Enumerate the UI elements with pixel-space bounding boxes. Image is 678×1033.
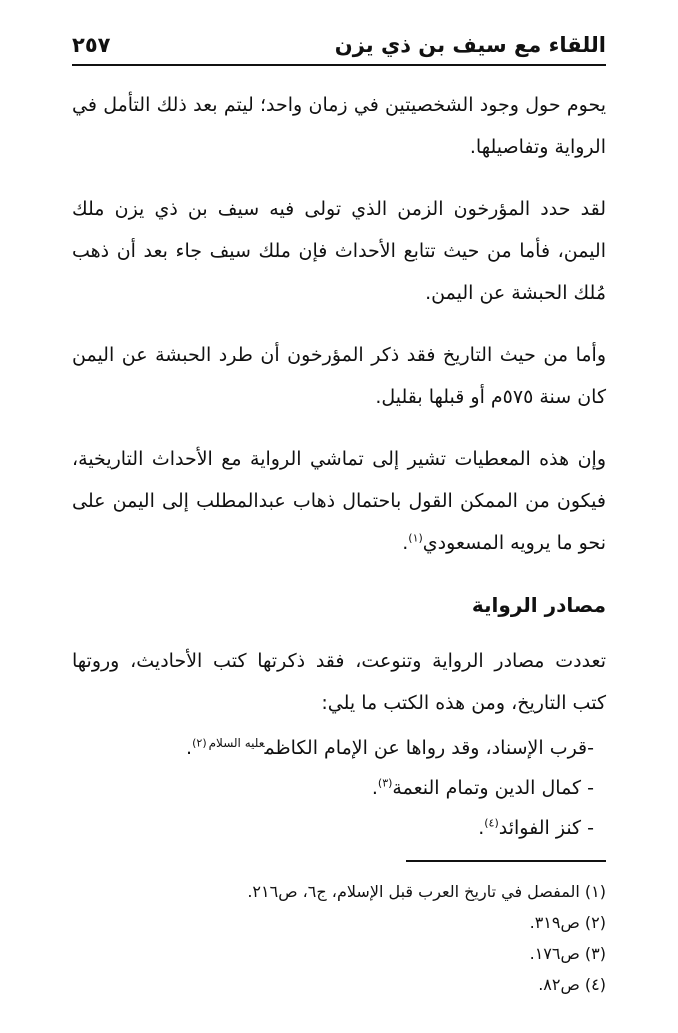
paragraph-3 [72, 334, 606, 418]
list-item-tail: . [186, 737, 193, 759]
honorific-mark: عليه السلام [208, 735, 265, 750]
list-item-tail: . [371, 777, 378, 799]
page-header [72, 28, 606, 62]
list-item-text: -قرب الإسناد، وقد رواها عن الإمام الكاظم [264, 737, 594, 759]
paragraph-1 [72, 84, 606, 168]
header-divider [72, 64, 606, 66]
section-heading: مصادر الرواية [471, 593, 606, 617]
page-number: ٢٥٧ [72, 33, 111, 57]
sources-list [72, 728, 606, 848]
section-intro-text: تعددت مصادر الرواية وتنوعت، فقد ذكرتها كتب الأحاديث، وروتها كتب التاريخ، ومن هذه الكتب ما يلي: [72, 650, 606, 714]
footnote-1: (١) المفصل في تاريخ العرب قبل الإسلام، ج٦، ص٢١٦. [247, 882, 606, 901]
list-item [72, 808, 606, 848]
footnotes [72, 876, 606, 1000]
footnote-ref-2[interactable]: (٢) [192, 736, 207, 750]
footnote-ref-1[interactable]: (١) [408, 531, 423, 545]
paragraph-4 [72, 438, 606, 564]
paragraph-2-text: لقد حدد المؤرخون الزمن الذي تولى فيه سيف بن ذي يزن ملك اليمن، فأما من حيث تتابع الأحداث فإن ملك سيف جاء بعد أن ذهب مُلك الحبشة عن اليمن. [72, 198, 606, 304]
list-item-text: - كمال الدين وتمام النعمة [392, 777, 594, 799]
footnote-4: (٤) ص٨٢. [538, 975, 606, 994]
footnote-ref-3[interactable]: (٣) [377, 776, 393, 790]
list-item-tail: . [478, 817, 485, 839]
paragraph-4-text: وإن هذه المعطيات تشير إلى تماشي الرواية مع الأحداث التاريخية، فيكون من الممكن القول باحتمال ذهاب عبدالمطلب إلى اليمن على نحو ما يرويه المسعودي [72, 448, 606, 554]
section-intro [72, 640, 606, 724]
list-item [72, 768, 606, 808]
page-body [72, 84, 606, 1000]
footnote-3: (٣) ص١٧٦. [529, 944, 606, 963]
paragraph-4-tail: . [402, 532, 409, 554]
list-item-text: - كنز الفوائد [498, 817, 594, 839]
footnote-divider [406, 860, 606, 862]
paragraph-1-text: يحوم حول وجود الشخصيتين في زمان واحد؛ ليتم بعد ذلك التأمل في الرواية وتفاصيلها. [72, 94, 606, 158]
running-title: اللقاء مع سيف بن ذي يزن [334, 33, 606, 57]
list-item [72, 728, 606, 768]
paragraph-3-text: وأما من حيث التاريخ فقد ذكر المؤرخون أن طرد الحبشة عن اليمن كان سنة ٥٧٥م أو قبلها بقليل. [72, 344, 606, 408]
footnote-ref-4[interactable]: (٤) [484, 816, 499, 830]
footnote-2: (٢) ص٣١٩. [529, 913, 606, 932]
paragraph-2 [72, 188, 606, 314]
